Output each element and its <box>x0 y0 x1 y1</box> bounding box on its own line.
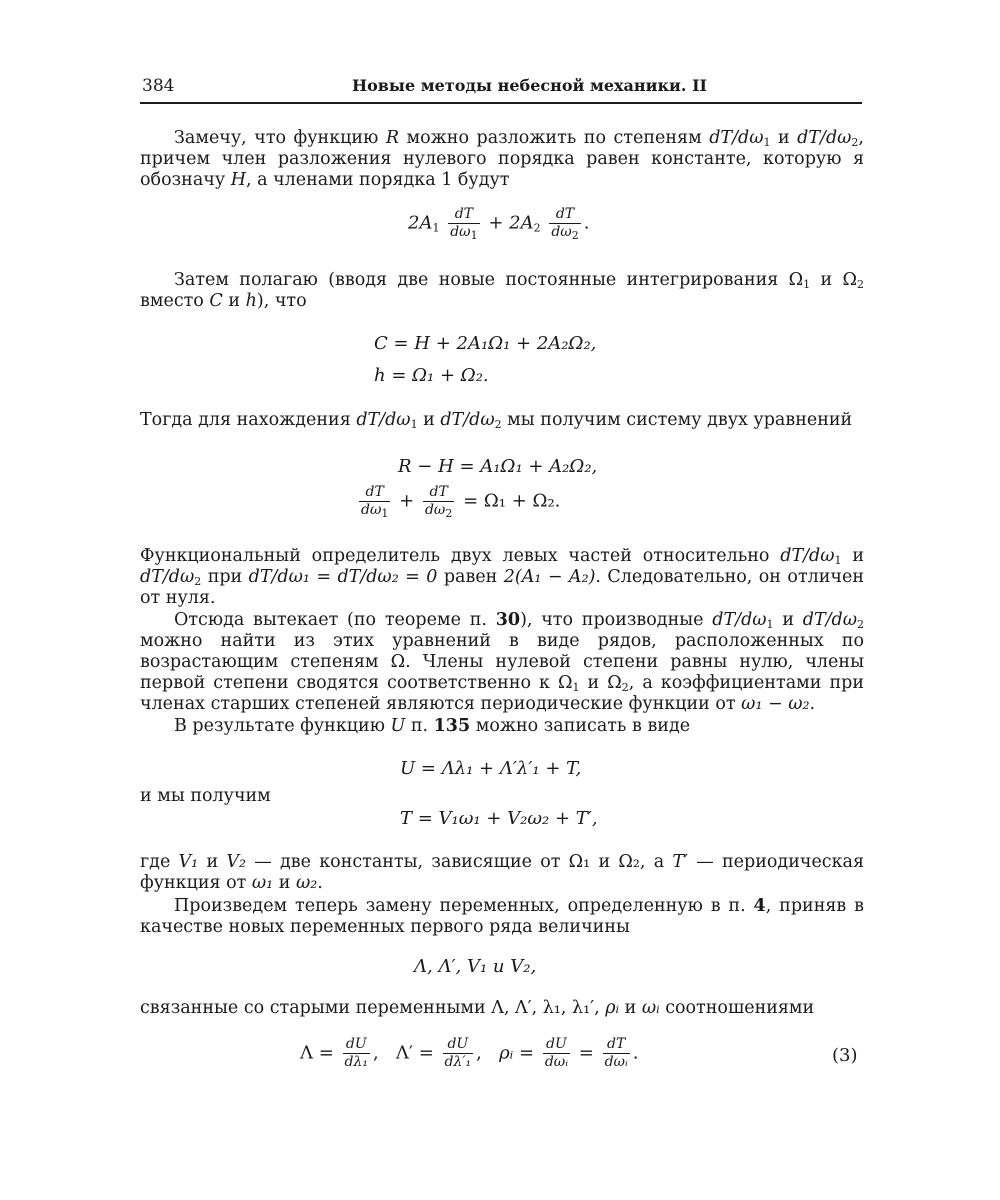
paragraph-6: В результате функцию U п. 135 можно записать в виде <box>174 716 691 736</box>
equation-7: Λ = $\frac{dU}{\text{dλ₁}}$ , Λ′ = $\frac{dU}{\text{dλ′₁}}$ , ρᵢ = $\frac{dU}{\text{dωᵢ}}$ = $\frac{dT}{\text{dωᵢ}}$ . <box>300 1036 639 1070</box>
equation-2: C = H + 2A₁Ω₁ + 2A₂Ω₂, h = Ω₁ + Ω₂. <box>374 333 597 386</box>
paragraph-5: Отсюда вытекает (по теореме п. 30), что производные $dT/d\omega_1$ и $dT/d\omega_2$ можно найти из этих уравнений в виде рядов, расположенных по возрастающим степеням Ω. Члены нулевой степени равны нулю, члены первой степени сводятся соответственно к $\Omega_1$ и $\Omega_2$, а коэффициентами при членах старших степеней являются периодические функции от ω₁ − ω₂. <box>140 610 865 714</box>
page-number: 384 <box>142 76 175 96</box>
equation-1: $2A_1$ $\frac{dT}{d\omega_1}$ + $2A_2$ $\frac{dT}{d\omega_2}$ . <box>408 206 590 242</box>
paragraph-10: связанные со старыми переменными Λ, Λ′, λ₁, λ₁′, ρᵢ и ωᵢ соотношениями <box>140 998 815 1018</box>
paragraph-4: Функциональный определитель двух левых частей относительно $dT/d\omega_1$ и $dT/d\omega_2$ при dT/dω₁ = dT/dω₂ = 0 равен 2(A₁ − A₂). Следовательно, он отличен от нуля. <box>140 546 864 608</box>
equation-number: (3) <box>832 1045 858 1066</box>
equation-4: U = Λλ₁ + Λ′λ′₁ + T, <box>400 758 582 779</box>
paragraph-2: Затем полагаю (вводя две новые постоянные интегрирования $\Omega_1$ и $\Omega_2$ вместо C и h), что <box>140 270 864 311</box>
equation-6: Λ, Λ′, V₁ и V₂, <box>414 956 537 977</box>
paragraph-9: Произведем теперь замену переменных, определенную в п. 4, приняв в качестве новых переменных первого ряда величины <box>140 896 864 937</box>
running-title: Новые методы небесной механики. II <box>352 76 708 95</box>
equation-5: T = V₁ω₁ + V₂ω₂ + T′, <box>400 808 598 829</box>
running-header <box>140 76 862 104</box>
paragraph-1: Замечу, что функцию R можно разложить по степеням $dT/d\omega_1$ и $dT/d\omega_2$, причем член разложения нулевого порядка равен константе, которую я обозначу H, а членами порядка 1 будут <box>140 128 864 190</box>
paragraph-7: и мы получим <box>140 786 271 806</box>
equation-3-line-1: R − H = A₁Ω₁ + A₂Ω₂, <box>398 456 598 477</box>
paragraph-3: Тогда для нахождения $dT/d\omega_1$ и $dT/d\omega_2$ мы получим систему двух уравнений <box>140 410 853 431</box>
paragraph-8: где V₁ и V₂ — две константы, зависящие от Ω₁ и Ω₂, а T′ — периодическая функция от ω₁ и ω₂. <box>140 852 865 893</box>
equation-3-line-2: $\frac{dT}{d\omega_1}$ + $\frac{dT}{d\omega_2}$ = Ω₁ + Ω₂. <box>361 484 561 520</box>
